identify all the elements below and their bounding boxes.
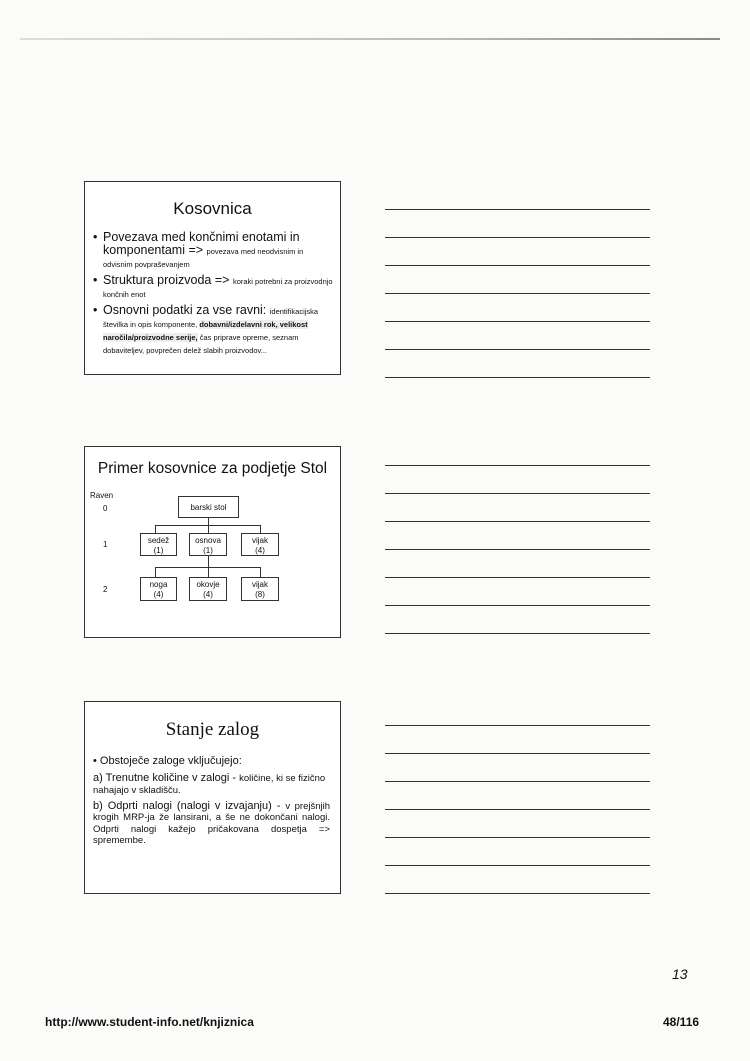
slide-title: Kosovnica (173, 199, 252, 218)
page-count: 48/116 (663, 1015, 700, 1029)
node-level2: vijak (8) (241, 577, 279, 601)
bullet: • Osnovni podatki za vse ravni: identifikacijska številka in opis komponente, dobavni/izdelavni rok, velikost naročila/proizvodne serije, čas priprave opreme, seznam dobaviteljev, povprečen delež slabih proizvodov... (93, 304, 334, 356)
slide-title: Primer kosovnice za podjetje Stol (97, 460, 328, 477)
node-level1: osnova (1) (189, 533, 227, 556)
item-b: b) Odprti nalogi (nalogi v izvajanju) - v prejšnjih krogih MRP-ja že lansirani, a še ne dokončani nalogi. Odprti nalogi kažejo pričakovana dospetja => spremembe. (93, 799, 330, 846)
slide-title: Stanje zalog (165, 719, 260, 740)
node-level1: vijak (4) (241, 533, 279, 556)
level-2: 2 (103, 585, 108, 594)
slide-kosovnica (84, 181, 341, 375)
footer-url[interactable]: http://www.student-info.net/knjiznica (45, 1015, 254, 1029)
intro-bullet: • Obstoječe zaloge vključujejo: (93, 755, 242, 767)
node-level2: okovje (4) (189, 577, 227, 601)
bullet: • Povezava med končnimi enotami in komponentami => povezava med neodvisnim in odvisnim povpraševanjem (93, 231, 334, 270)
node-root: barski stol (178, 496, 239, 518)
slide-bom-example (84, 446, 341, 638)
level-header: Raven (90, 491, 114, 500)
level-0: 0 (103, 504, 108, 513)
notes-lines (385, 725, 650, 921)
item-a: a) Trenutne količine v zalogi - količine, ki se fizično nahajajo v skladišču. (93, 771, 326, 796)
level-1: 1 (103, 540, 108, 549)
notes-lines (385, 209, 650, 405)
handwritten-page-number: 13 (672, 966, 688, 982)
node-level2: noga (4) (140, 577, 177, 601)
scan-edge-line (20, 38, 720, 40)
notes-lines (385, 465, 650, 661)
slide-stanje-zalog (84, 701, 341, 894)
node-level1: sedež (1) (140, 533, 177, 556)
bullet: • Struktura proizvoda => koraki potrebni za proizvodnjo končnih enot (93, 274, 334, 300)
